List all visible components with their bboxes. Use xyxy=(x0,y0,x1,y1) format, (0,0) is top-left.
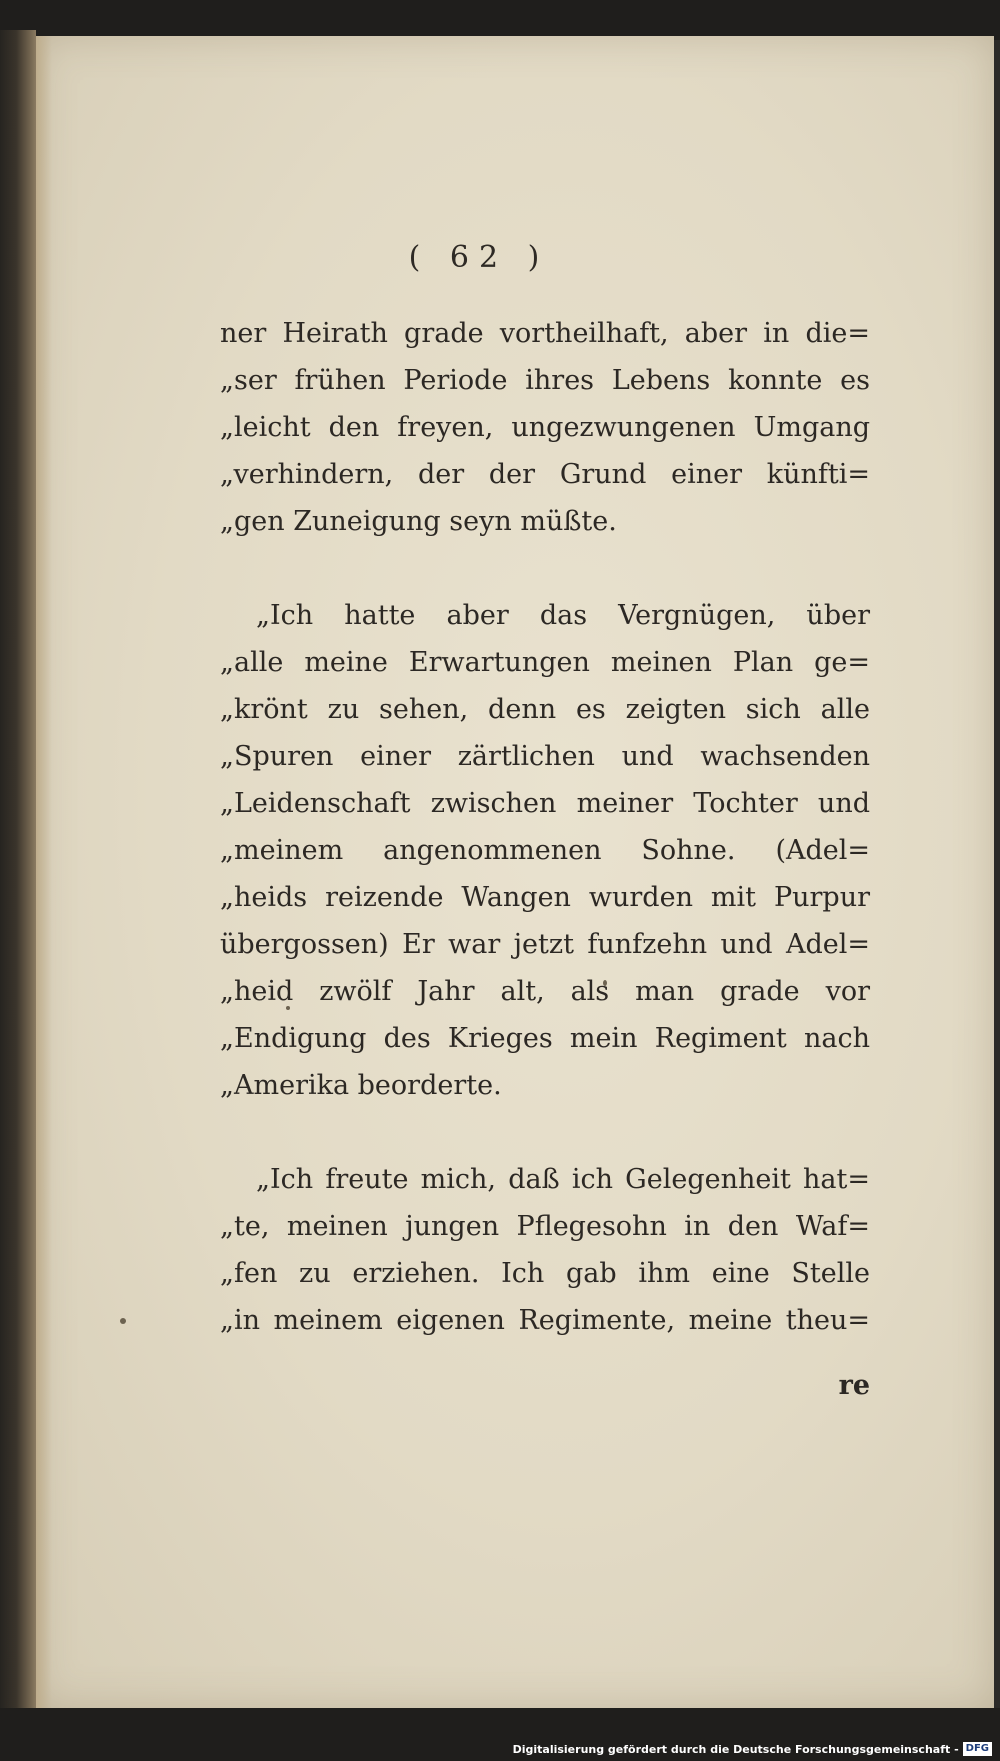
page-number: ( 62 ) xyxy=(408,240,550,275)
paragraph-gap xyxy=(220,1109,870,1156)
paragraph-3 xyxy=(220,1156,870,1344)
paragraph-2 xyxy=(220,592,870,1109)
text-line: „heid zwölf Jahr alt, als man grade vor xyxy=(220,976,870,1007)
text-line: „meinem angenommenen Sohne. (Adel= xyxy=(220,835,870,866)
text-line: „heids reizende Wangen wurden mit Purpur xyxy=(220,882,870,913)
book-spine-edge xyxy=(0,30,36,1710)
text-line: übergossen) Er war jetzt funfzehn und Adel= xyxy=(220,929,870,960)
digitization-credit xyxy=(513,1740,992,1758)
text-line: „alle meine Erwartungen meinen Plan ge= xyxy=(220,647,870,678)
text-line: „leicht den freyen, ungezwungenen Umgang xyxy=(220,412,870,443)
text-line: „fen zu erziehen. Ich gab ihm eine Stelle xyxy=(220,1258,870,1289)
text-line: „Ich hatte aber das Vergnügen, über xyxy=(256,600,870,631)
text-line: „ser frühen Periode ihres Lebens konnte es xyxy=(220,365,870,396)
paragraph-1 xyxy=(220,310,870,545)
catchword: re xyxy=(838,1370,870,1401)
text-line: „Leidenschaft zwischen meiner Tochter und xyxy=(220,788,870,819)
text-line: „gen Zuneigung seyn müßte. xyxy=(220,506,617,537)
paper-speck xyxy=(120,1318,126,1324)
text-line: „Endigung des Krieges mein Regiment nach xyxy=(220,1023,870,1054)
dfg-logo: DFG xyxy=(963,1742,992,1756)
text-line: „te, meinen jungen Pflegesohn in den Waf= xyxy=(220,1211,870,1242)
text-line: „in meinem eigenen Regimente, meine theu= xyxy=(220,1305,870,1336)
text-line: „Amerika beorderte. xyxy=(220,1070,502,1101)
text-line: ner Heirath grade vortheilhaft, aber in die= xyxy=(220,318,870,349)
scanner-top-band xyxy=(0,0,1000,40)
credit-text: Digitalisierung gefördert durch die Deutsche Forschungsgemeinschaft - xyxy=(512,1742,959,1756)
paragraph-gap xyxy=(220,545,870,592)
body-text xyxy=(220,310,870,1344)
text-line: „krönt zu sehen, denn es zeigten sich alle xyxy=(220,694,870,725)
text-line: „Spuren einer zärtlichen und wachsenden xyxy=(220,741,870,772)
text-line: „Ich freute mich, daß ich Gelegenheit hat= xyxy=(256,1164,870,1195)
text-line: „verhindern, der der Grund einer künfti= xyxy=(220,459,870,490)
